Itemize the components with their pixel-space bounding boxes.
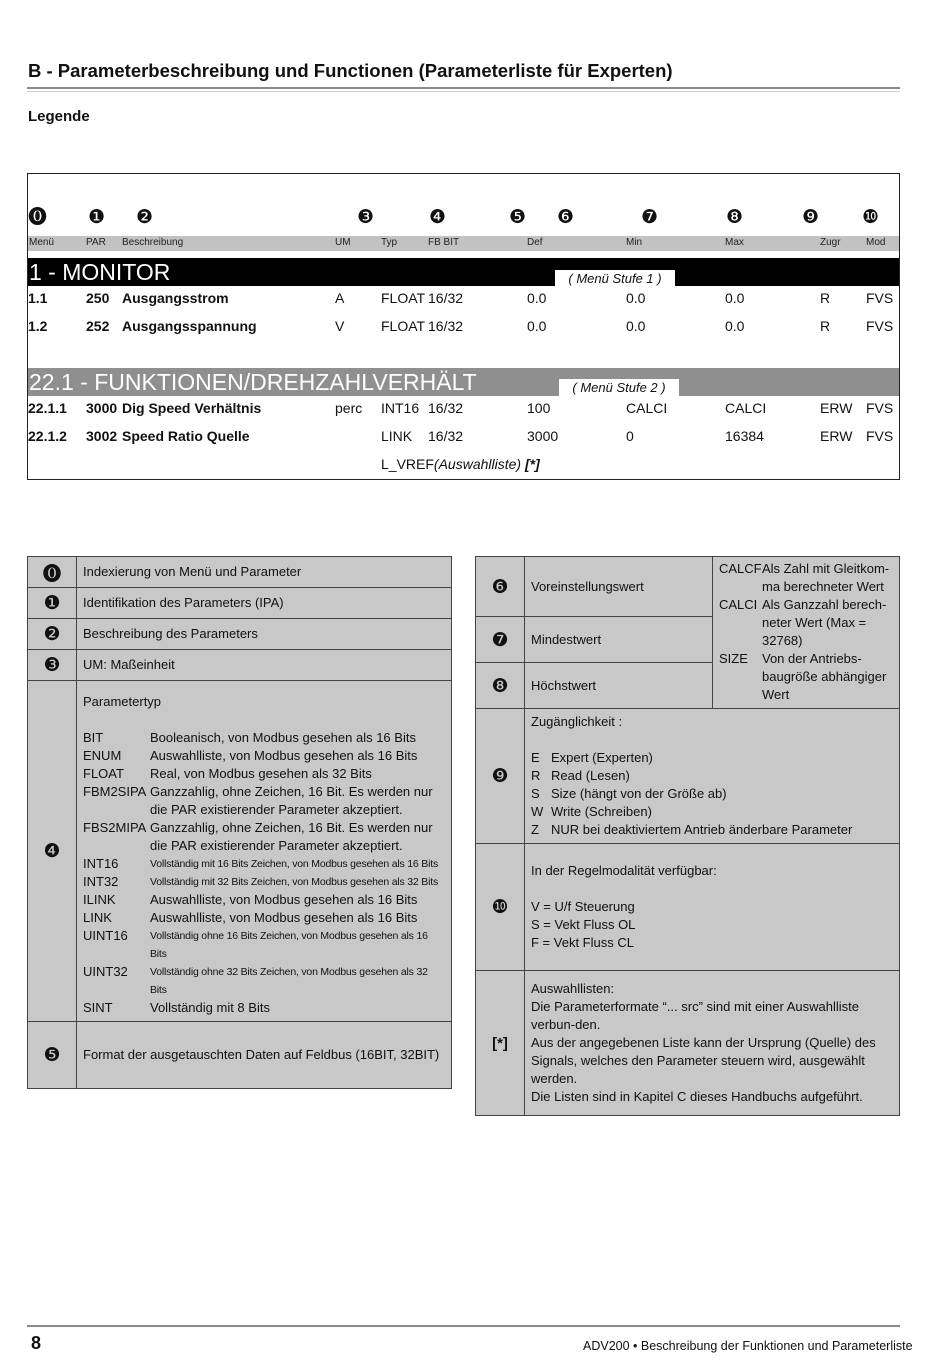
legend-table-left [27,556,452,1089]
col-typ: Typ [381,237,398,248]
control-mode-item: F = Vekt Fluss CL [531,935,634,950]
marker-1: ❶ [28,588,77,619]
cell-zugr: R [820,290,831,306]
menu-level-badge: ( Menü Stufe 2 ) [559,379,679,396]
cell-mod: FVS [866,428,894,444]
col-max: Max [725,237,744,248]
access-key: Z [531,822,539,837]
type-item [83,765,445,783]
cell-max: 0.0 [725,318,745,334]
marker-7: ❼ [476,617,525,663]
type-item [83,783,445,819]
list-mark: [*] [524,456,540,472]
cell-max: 0.0 [725,290,745,306]
marker-9: ❾ [802,206,820,228]
cell-um: V [335,318,345,334]
marker-3: ❸ [357,206,375,228]
marker-2: ❷ [28,619,77,650]
cell-def: 3000 [527,428,559,444]
type-desc: Vollständig ohne 32 Bits Zeichen, von Modbus gesehen als 32 Bits [150,966,428,996]
access-legend [525,709,900,844]
menu-level-badge: ( Menü Stufe 1 ) [555,270,675,287]
title-divider [27,87,900,89]
cell-typ: FLOAT [381,318,426,334]
calc-desc: Als Zahl mit Gleitkom-ma berechneter Wert [762,561,890,594]
type-item [83,927,445,963]
cell-min: 0.0 [626,318,646,334]
calc-item [719,650,893,704]
page-title: B - Parameterbeschreibung und Functionen (Parameterliste für Experten) [28,60,673,81]
cell-um: perc [335,400,363,416]
type-key: FBM2SIPA [83,784,147,799]
cell-menu: 22.1.2 [28,428,67,444]
cell-desc: Ausgangsspannung [122,318,257,334]
marker-5: ❺ [28,1022,77,1089]
row-text: Format der ausgetauschten Daten auf Feldbus (16BIT, 32BIT) [77,1022,452,1089]
access-item [531,749,893,767]
type-key: UINT32 [83,964,128,979]
row-text: UM: Maßeinheit [77,650,452,681]
cell-min: 0.0 [626,290,646,306]
type-item [83,963,445,999]
parameter-type-heading: Parametertyp [83,694,162,709]
type-key: LINK [83,910,112,925]
marker-0: ⓿ [28,557,77,588]
selection-list-legend [525,971,900,1116]
type-desc: Vollständig mit 8 Bits [150,1000,270,1015]
section-title: 1 - MONITOR [29,259,171,285]
row-text: Identifikation des Parameters (IPA) [77,588,452,619]
cell-mod: FVS [866,290,894,306]
type-key: FLOAT [83,766,124,781]
type-key: BIT [83,730,104,745]
row-text: Indexierung von Menü und Parameter [77,557,452,588]
type-item [83,873,445,891]
cell-min: 0 [626,428,634,444]
marker-1: ❶ [88,206,106,228]
col-par: PAR [86,237,106,248]
cell-fb: 16/32 [428,428,464,444]
type-item [83,819,445,855]
page-number: 8 [31,1333,42,1353]
type-desc: Real, von Modbus gesehen als 32 Bits [150,766,372,781]
control-mode-item: S = Vekt Fluss OL [531,917,636,932]
calc-desc: Von der Antriebs-baugröße abhängiger Wert [762,651,887,702]
calc-value-legend [713,557,900,709]
row-text: Mindestwert [525,617,713,663]
col-min: Min [626,237,643,248]
cell-zugr: ERW [820,400,853,416]
footer-text: ADV200 • Beschreibung der Funktionen und Parameterliste [583,1339,913,1353]
calc-key: CALCI [719,597,758,612]
cell-um: A [335,290,345,306]
marker-0: ⓿ [28,206,48,228]
marker-asterisk: [*] [476,971,525,1116]
cell-zugr: R [820,318,831,334]
type-key: UINT16 [83,928,128,943]
col-menu: Menü [29,237,55,248]
marker-8: ❽ [726,206,744,228]
calc-desc: Als Ganzzahl berech-neter Wert (Max = 32768) [762,597,887,648]
type-key: ILINK [83,892,116,907]
row-text: Beschreibung des Parameters [77,619,452,650]
list-note: (Auswahlliste) [433,456,522,472]
cell-par: 250 [86,290,110,306]
cell-mod: FVS [866,400,894,416]
cell-fb: 16/32 [428,400,464,416]
section-subtitle: Legende [28,108,90,125]
type-key: SINT [83,1000,113,1015]
list-name: L_VREF [381,456,434,472]
type-desc: Auswahlliste, von Modbus gesehen als 16 Bits [150,892,418,907]
type-desc: Ganzzahlig, ohne Zeichen, 16 Bit. Es werden nur die PAR existierender Parameter akzeptiert. [150,784,433,817]
cell-menu: 1.2 [28,318,48,334]
cell-desc: Ausgangsstrom [122,290,229,306]
row-text: Höchstwert [525,663,713,709]
type-key: FBS2MIPA [83,820,147,835]
cell-desc: Speed Ratio Quelle [122,428,250,444]
type-item [83,909,445,927]
access-desc: Write (Schreiben) [551,804,652,819]
cell-mod: FVS [866,318,894,334]
type-item [83,729,445,747]
table-row [476,709,900,844]
cell-par: 3000 [86,400,118,416]
table-row [28,650,452,681]
col-mod: Mod [866,237,886,248]
cell-menu: 1.1 [28,290,48,306]
cell-fb: 16/32 [428,290,464,306]
col-zugr: Zugr [820,237,841,248]
legend-line: Aus der angegebenen Liste kann der Ursprung (Quelle) des Signals, welches den Parameter steuern wird, ausgewählt werden. [531,1035,876,1086]
col-fbbit: FB BIT [428,237,460,248]
section-bar-funktionen [28,368,899,396]
marker-7: ❼ [641,206,659,228]
title-divider-thin [27,91,900,92]
type-desc: Auswahlliste, von Modbus gesehen als 16 Bits [150,748,418,763]
access-key: R [531,768,541,783]
access-item [531,785,893,803]
type-key: ENUM [83,748,122,763]
access-item [531,767,893,785]
marker-10: ❿ [476,844,525,971]
cell-def: 0.0 [527,318,547,334]
marker-4: ❹ [429,206,447,228]
marker-6: ❻ [476,557,525,617]
marker-4: ❹ [28,681,77,1022]
selection-list-ref [381,456,540,472]
access-key: S [531,786,540,801]
legend-line: Auswahllisten: [531,981,615,996]
col-desc: Beschreibung [122,237,184,248]
control-mode-heading: In der Regelmodalität verfügbar: [531,863,717,878]
calc-key: CALCF [719,561,762,576]
cell-fb: 16/32 [428,318,464,334]
table-row [28,1022,452,1089]
cell-typ: FLOAT [381,290,426,306]
type-desc: Vollständig mit 16 Bits Zeichen, von Modbus gesehen als 16 Bits [150,858,438,870]
cell-typ: INT16 [381,400,420,416]
table-row [28,681,452,1022]
cell-menu: 22.1.1 [28,400,67,416]
section-bar-monitor [28,258,899,286]
type-item [83,855,445,873]
type-item [83,747,445,765]
legend-table-right [475,556,900,1116]
access-desc: NUR bei deaktiviertem Antrieb änderbare Parameter [551,822,853,837]
legend-line: Die Listen sind in Kapitel C dieses Handbuchs aufgeführt. [531,1089,863,1104]
marker-6: ❻ [557,206,575,228]
marker-10: ❿ [862,206,880,228]
marker-5: ❺ [509,206,527,228]
access-desc: Expert (Experten) [551,750,653,765]
cell-typ: LINK [381,428,413,444]
type-key: INT32 [83,874,119,889]
table-row [476,971,900,1116]
cell-par: 252 [86,318,110,334]
parameter-type-list [77,681,452,1022]
type-desc: Auswahlliste, von Modbus gesehen als 16 Bits [150,910,418,925]
legend-box [27,173,900,480]
table-row [476,557,900,617]
access-heading: Zugänglichkeit : [531,714,623,729]
control-mode-legend [525,844,900,971]
calc-item [719,560,893,596]
type-key: INT16 [83,856,119,871]
cell-desc: Dig Speed Verhältnis [122,400,262,416]
cell-par: 3002 [86,428,118,444]
col-def: Def [527,237,543,248]
type-desc: Ganzzahlig, ohne Zeichen, 16 Bit. Es werden nur die PAR existierender Parameter akzeptiert. [150,820,433,853]
cell-def: 100 [527,400,551,416]
type-item [83,891,445,909]
control-mode-item: V = U/f Steuerung [531,899,635,914]
type-desc: Vollständig mit 32 Bits Zeichen, von Modbus gesehen als 32 Bits [150,876,438,888]
cell-max: CALCI [725,400,767,416]
row-text: Voreinstellungswert [525,557,713,617]
table-row [28,557,452,588]
calc-key: SIZE [719,651,748,666]
col-um: UM [335,237,351,248]
marker-2: ❷ [136,206,154,228]
footer-divider [27,1325,900,1327]
cell-max: 16384 [725,428,764,444]
marker-8: ❽ [476,663,525,709]
calc-item [719,596,893,650]
type-desc: Booleanisch, von Modbus gesehen als 16 Bits [150,730,416,745]
access-item [531,821,893,839]
marker-9: ❾ [476,709,525,844]
type-item [83,999,445,1017]
section-title: 22.1 - FUNKTIONEN/DREHZAHLVERHÄLT [29,369,477,395]
access-desc: Size (hängt von der Größe ab) [551,786,727,801]
marker-3: ❸ [28,650,77,681]
table-row [28,588,452,619]
type-desc: Vollständig ohne 16 Bits Zeichen, von Modbus gesehen als 16 Bits [150,930,428,960]
table-row [28,619,452,650]
column-header-bar [28,236,899,251]
access-item [531,803,893,821]
table-row [476,844,900,971]
cell-zugr: ERW [820,428,853,444]
access-desc: Read (Lesen) [551,768,630,783]
access-key: E [531,750,540,765]
cell-min: CALCI [626,400,668,416]
legend-line: Die Parameterformate “... src” sind mit einer Auswahlliste verbun-den. [531,999,859,1032]
access-key: W [531,804,544,819]
cell-def: 0.0 [527,290,547,306]
